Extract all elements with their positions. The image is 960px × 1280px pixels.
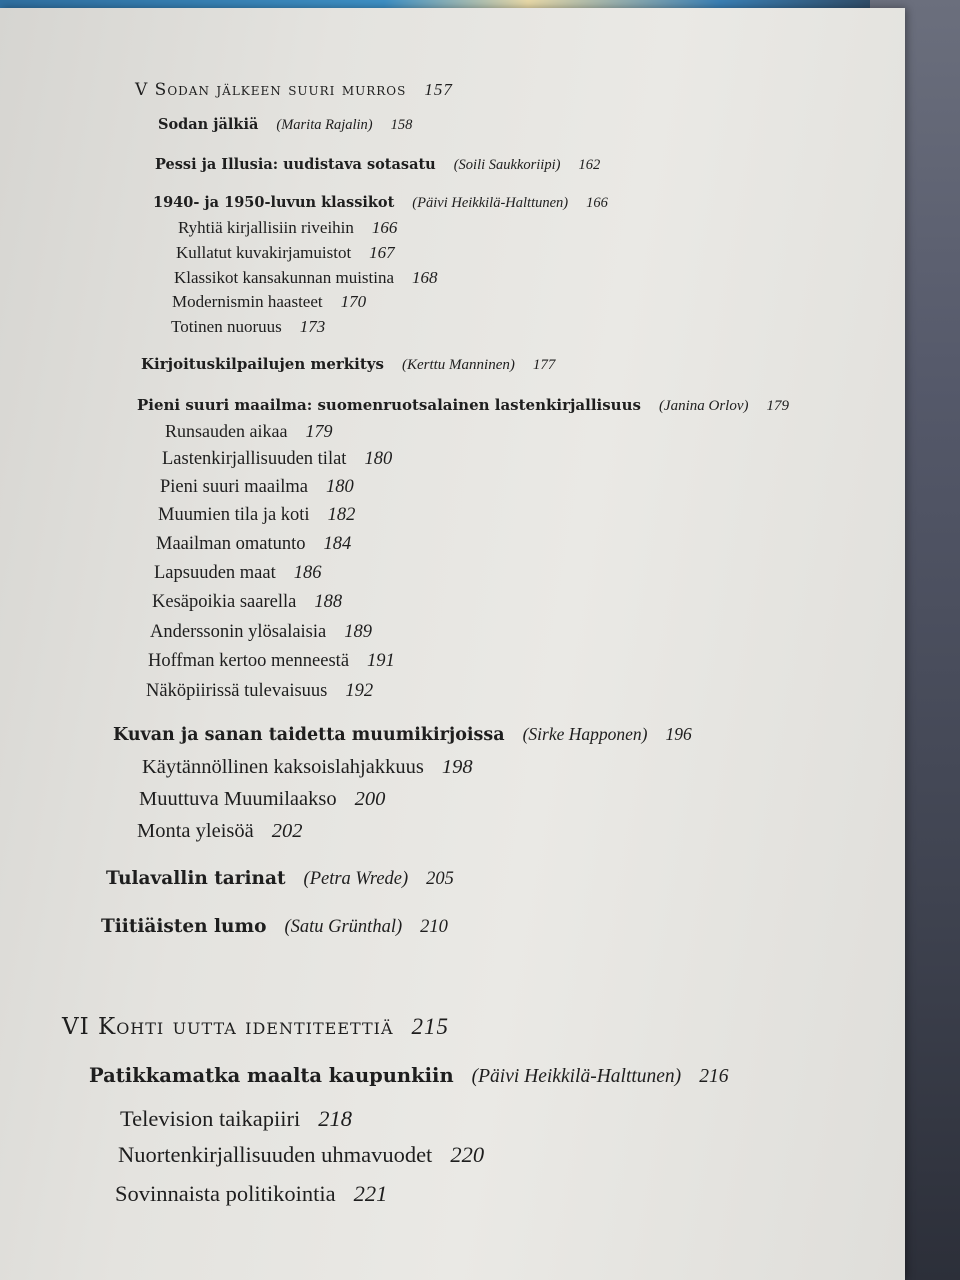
section-entry xyxy=(171,317,325,337)
section-title: Näköpiirissä tulevaisuus xyxy=(146,681,328,701)
page-number: 218 xyxy=(318,1106,353,1131)
chapter-title: Pieni suuri maailma: suomenruotsalainen lastenkirjallisuus xyxy=(137,396,641,414)
chapter-author: (Päivi Heikkilä-Halttunen) xyxy=(412,195,569,211)
page-number: 205 xyxy=(426,869,454,889)
section-entry xyxy=(158,505,355,526)
book-page xyxy=(0,8,905,1280)
section-entry xyxy=(162,449,392,470)
section-title: Kesäpoikia saarella xyxy=(152,592,297,612)
section-title: Kullatut kuvakirjamuistot xyxy=(176,243,352,262)
page-number: 221 xyxy=(353,1181,388,1206)
page-number: 158 xyxy=(390,117,413,133)
page-number: 182 xyxy=(327,505,356,525)
chapter-author: (Kerttu Manninen) xyxy=(401,357,515,373)
section-title: Sovinnaista politikointia xyxy=(115,1181,336,1206)
chapter-title: Kuvan ja sanan taidetta muumikirjoissa xyxy=(113,725,505,745)
section-title: Maailman omatunto xyxy=(156,534,306,554)
page-number: 168 xyxy=(412,268,438,287)
chapter-author: (Marita Rajalin) xyxy=(276,117,373,133)
section-title: Lapsuuden maat xyxy=(154,563,276,583)
chapter-entry xyxy=(113,724,692,745)
section-entry xyxy=(154,563,322,584)
chapter-author: (Soili Saukkoriipi) xyxy=(453,157,561,173)
page-number: 202 xyxy=(271,820,303,842)
chapter-title: Patikkamatka maalta kaupunkiin xyxy=(89,1064,454,1087)
chapter-entry xyxy=(155,156,600,174)
chapter-author: (Päivi Heikkilä-Halttunen) xyxy=(471,1066,682,1087)
section-title: Nuortenkirjallisuuden uhmavuodet xyxy=(118,1142,433,1167)
page-number: 162 xyxy=(578,157,601,173)
chapter-author: (Sirke Happonen) xyxy=(522,724,648,744)
page-number: 186 xyxy=(293,563,322,583)
chapter-author: (Satu Grünthal) xyxy=(284,917,403,937)
chapter-title: Kirjoituskilpailujen merkitys xyxy=(141,355,384,373)
chapter-title: 1940- ja 1950-luvun klassikot xyxy=(153,194,395,211)
page-number: 188 xyxy=(314,592,343,612)
page-number: 184 xyxy=(323,534,352,554)
section-title: Anderssonin ylösalaisia xyxy=(150,622,327,642)
section-entry xyxy=(172,292,366,312)
section-entry xyxy=(146,681,373,702)
section-entry xyxy=(160,477,354,498)
page-number: 167 xyxy=(369,243,395,262)
section-title: Totinen nuoruus xyxy=(171,317,282,336)
page-number: 198 xyxy=(441,756,473,778)
chapter-entry xyxy=(153,194,608,212)
page-number: 200 xyxy=(354,788,386,810)
part-title: VI Kohti uutta identiteettiä xyxy=(62,1014,394,1040)
section-entry xyxy=(152,592,342,613)
chapter-title: Tulavallin tarinat xyxy=(106,868,286,889)
page-number: 192 xyxy=(345,681,374,701)
page-number: 179 xyxy=(305,421,333,441)
section-title: Ryhtiä kirjallisiin riveihin xyxy=(178,218,354,237)
section-entry xyxy=(142,756,473,779)
page-number: 191 xyxy=(367,651,395,671)
page-number: 179 xyxy=(766,398,789,414)
section-entry xyxy=(120,1106,352,1132)
section-title: Television taikapiiri xyxy=(120,1106,301,1131)
section-entry xyxy=(150,622,372,643)
chapter-entry xyxy=(101,916,448,938)
section-title: Modernismin haasteet xyxy=(172,292,323,311)
page-number: 166 xyxy=(371,218,398,237)
page-number: 189 xyxy=(344,622,372,642)
section-entry xyxy=(118,1142,484,1168)
section-title: Lastenkirjallisuuden tilat xyxy=(162,449,347,469)
chapter-title: Sodan jälkiä xyxy=(158,116,259,133)
page-number: 216 xyxy=(699,1066,729,1087)
section-title: Monta yleisöä xyxy=(137,820,254,842)
page-number: 157 xyxy=(424,80,453,99)
page-number: 196 xyxy=(665,724,692,744)
page-number: 215 xyxy=(411,1014,450,1039)
part-title: V Sodan jälkeen suuri murros xyxy=(135,80,407,100)
chapter-author: (Petra Wrede) xyxy=(303,869,409,889)
section-title: Muumien tila ja koti xyxy=(158,505,310,525)
section-title: Pieni suuri maailma xyxy=(160,477,308,497)
section-entry xyxy=(165,421,332,442)
page-number: 166 xyxy=(586,195,608,211)
section-entry xyxy=(174,268,438,288)
chapter-title: Pessi ja Illusia: uudistava sotasatu xyxy=(155,156,436,173)
section-entry xyxy=(178,218,397,238)
chapter-author: (Janina Orlov) xyxy=(658,398,749,414)
page-number: 180 xyxy=(325,477,354,497)
section-title: Muuttuva Muumilaakso xyxy=(139,788,337,810)
section-entry xyxy=(148,651,395,672)
page-number: 180 xyxy=(364,449,393,469)
page-number: 170 xyxy=(340,292,367,311)
section-title: Klassikot kansakunnan muistina xyxy=(174,268,395,287)
part-heading xyxy=(135,80,453,100)
page-number: 177 xyxy=(532,357,556,373)
section-entry xyxy=(156,534,351,555)
page-number: 173 xyxy=(299,317,326,336)
section-entry xyxy=(137,820,302,843)
section-title: Käytännöllinen kaksoislahjakkuus xyxy=(142,756,424,778)
section-entry xyxy=(139,788,385,811)
section-entry xyxy=(115,1181,387,1207)
chapter-entry xyxy=(137,396,789,415)
chapter-entry xyxy=(106,868,454,890)
chapter-title: Tiitiäisten lumo xyxy=(101,916,267,937)
part-heading xyxy=(62,1014,449,1040)
chapter-entry xyxy=(158,116,412,134)
chapter-entry xyxy=(141,355,555,374)
section-entry xyxy=(176,243,395,263)
section-title: Runsauden aikaa xyxy=(165,421,288,441)
chapter-entry xyxy=(89,1064,728,1088)
page-number: 220 xyxy=(450,1142,485,1167)
section-title: Hoffman kertoo menneestä xyxy=(148,651,350,671)
page-number: 210 xyxy=(420,917,448,937)
